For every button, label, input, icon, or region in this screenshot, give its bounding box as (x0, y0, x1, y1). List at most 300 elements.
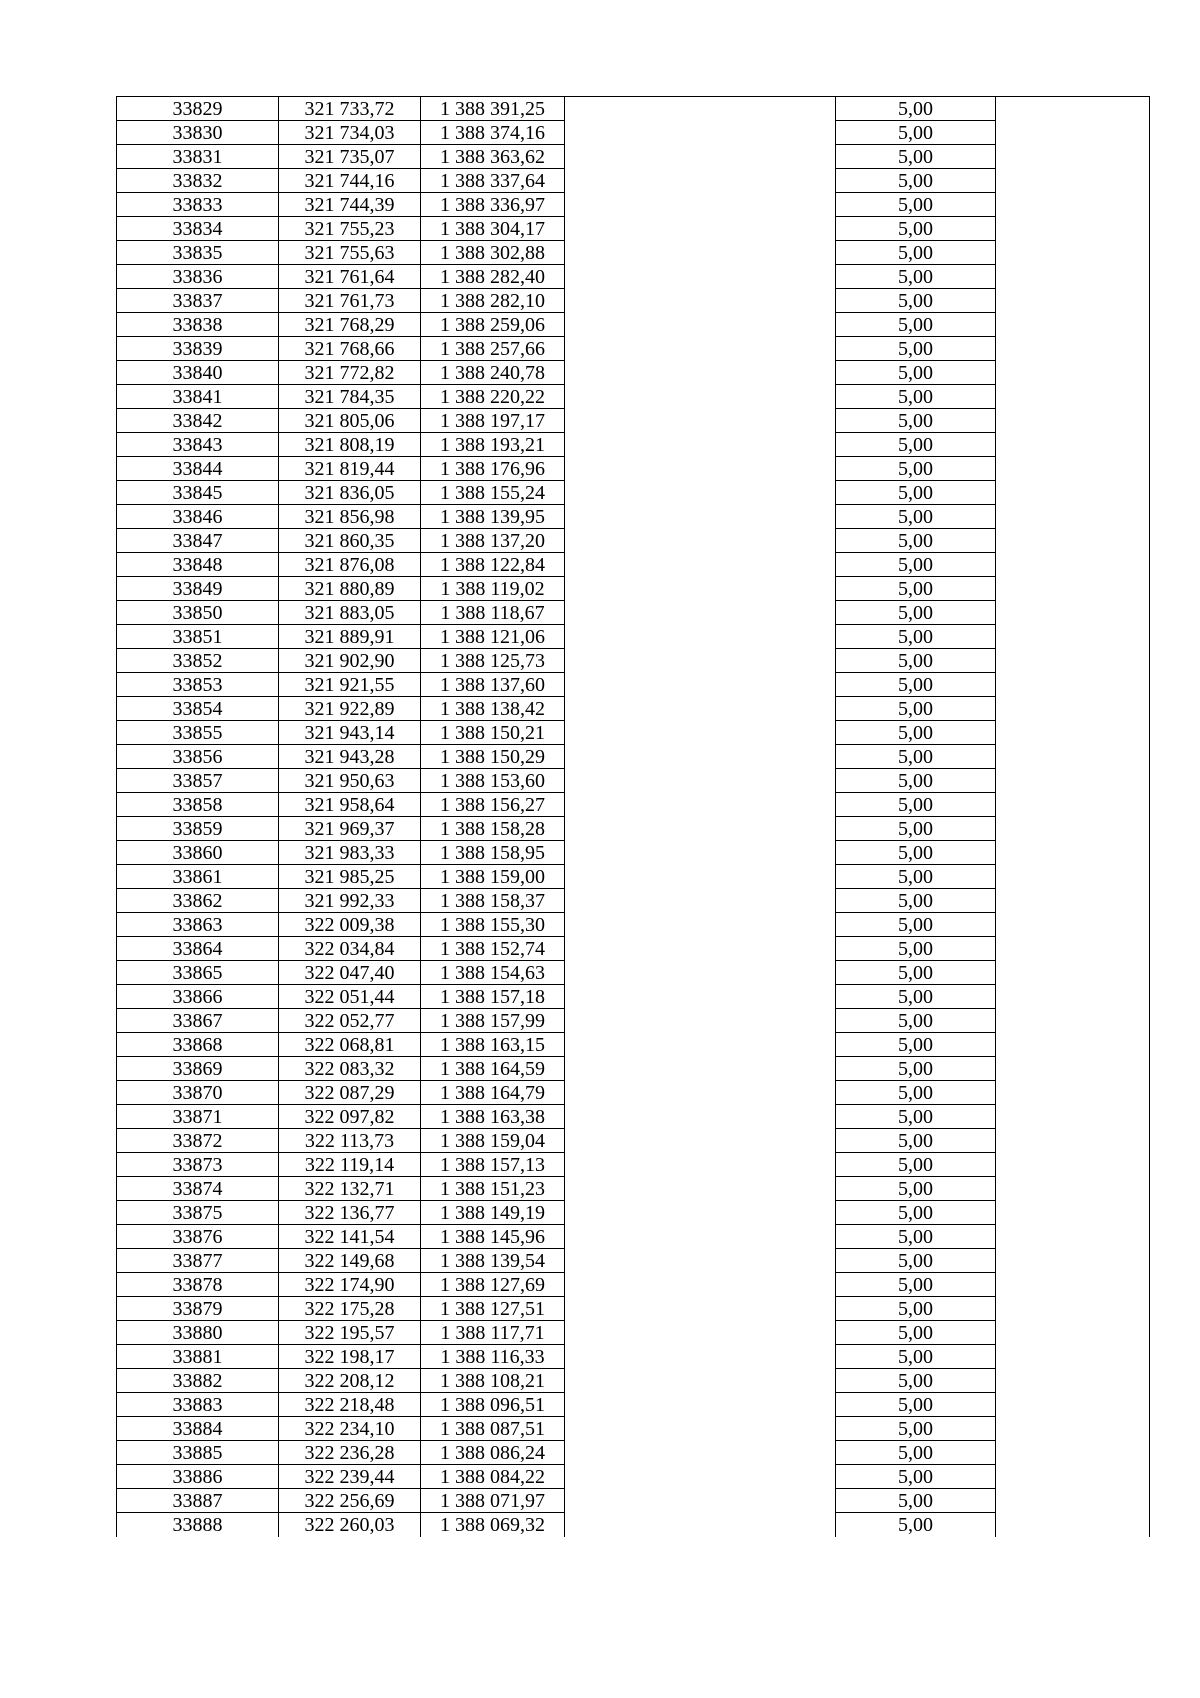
empty-cell (565, 745, 836, 769)
y-coordinate-cell: 1 388 150,21 (421, 721, 565, 745)
empty-cell (996, 841, 1150, 865)
table-row (117, 1297, 1150, 1321)
y-coordinate-cell: 1 388 096,51 (421, 1393, 565, 1417)
y-coordinate-cell: 1 388 156,27 (421, 793, 565, 817)
point-number-cell: 33883 (117, 1393, 279, 1417)
empty-cell (565, 1153, 836, 1177)
point-number-cell: 33852 (117, 649, 279, 673)
empty-cell (996, 625, 1150, 649)
value-cell: 5,00 (836, 817, 996, 841)
point-number-cell: 33842 (117, 409, 279, 433)
empty-cell (565, 1489, 836, 1513)
table-row (117, 337, 1150, 361)
empty-cell (996, 961, 1150, 985)
table-row (117, 289, 1150, 313)
value-cell: 5,00 (836, 961, 996, 985)
table-row (117, 1465, 1150, 1489)
empty-cell (565, 505, 836, 529)
x-coordinate-cell: 321 735,07 (279, 145, 421, 169)
table-row (117, 817, 1150, 841)
point-number-cell: 33859 (117, 817, 279, 841)
empty-cell (565, 241, 836, 265)
empty-cell (996, 697, 1150, 721)
empty-cell (565, 817, 836, 841)
empty-cell (565, 1369, 836, 1393)
x-coordinate-cell: 322 198,17 (279, 1345, 421, 1369)
value-cell: 5,00 (836, 1441, 996, 1465)
value-cell: 5,00 (836, 385, 996, 409)
empty-cell (565, 313, 836, 337)
value-cell: 5,00 (836, 409, 996, 433)
value-cell: 5,00 (836, 1201, 996, 1225)
y-coordinate-cell: 1 388 158,37 (421, 889, 565, 913)
empty-cell (996, 1105, 1150, 1129)
x-coordinate-cell: 321 755,23 (279, 217, 421, 241)
value-cell: 5,00 (836, 313, 996, 337)
y-coordinate-cell: 1 388 138,42 (421, 697, 565, 721)
empty-cell (996, 769, 1150, 793)
value-cell: 5,00 (836, 241, 996, 265)
table-row (117, 1057, 1150, 1081)
point-number-cell: 33861 (117, 865, 279, 889)
value-cell: 5,00 (836, 1033, 996, 1057)
point-number-cell: 33874 (117, 1177, 279, 1201)
point-number-cell: 33843 (117, 433, 279, 457)
empty-cell (565, 1105, 836, 1129)
table-row (117, 409, 1150, 433)
empty-cell (996, 121, 1150, 145)
y-coordinate-cell: 1 388 139,54 (421, 1249, 565, 1273)
empty-cell (996, 577, 1150, 601)
value-cell: 5,00 (836, 1417, 996, 1441)
table-row (117, 1369, 1150, 1393)
point-number-cell: 33848 (117, 553, 279, 577)
x-coordinate-cell: 322 260,03 (279, 1513, 421, 1537)
x-coordinate-cell: 321 902,90 (279, 649, 421, 673)
point-number-cell: 33871 (117, 1105, 279, 1129)
value-cell: 5,00 (836, 1249, 996, 1273)
y-coordinate-cell: 1 388 158,95 (421, 841, 565, 865)
value-cell: 5,00 (836, 721, 996, 745)
table-row (117, 961, 1150, 985)
point-number-cell: 33845 (117, 481, 279, 505)
point-number-cell: 33870 (117, 1081, 279, 1105)
empty-cell (565, 577, 836, 601)
empty-cell (565, 1177, 836, 1201)
point-number-cell: 33867 (117, 1009, 279, 1033)
empty-cell (996, 865, 1150, 889)
x-coordinate-cell: 321 836,05 (279, 481, 421, 505)
y-coordinate-cell: 1 388 137,60 (421, 673, 565, 697)
empty-cell (996, 1009, 1150, 1033)
empty-cell (565, 169, 836, 193)
value-cell: 5,00 (836, 1345, 996, 1369)
point-number-cell: 33836 (117, 265, 279, 289)
x-coordinate-cell: 322 068,81 (279, 1033, 421, 1057)
empty-cell (565, 1225, 836, 1249)
empty-cell (996, 265, 1150, 289)
point-number-cell: 33855 (117, 721, 279, 745)
table-row (117, 1105, 1150, 1129)
table-row (117, 433, 1150, 457)
table-row (117, 121, 1150, 145)
empty-cell (565, 673, 836, 697)
empty-cell (996, 1129, 1150, 1153)
empty-cell (565, 1393, 836, 1417)
empty-cell (565, 961, 836, 985)
x-coordinate-cell: 321 921,55 (279, 673, 421, 697)
value-cell: 5,00 (836, 913, 996, 937)
empty-cell (996, 481, 1150, 505)
point-number-cell: 33850 (117, 601, 279, 625)
point-number-cell: 33853 (117, 673, 279, 697)
y-coordinate-cell: 1 388 086,24 (421, 1441, 565, 1465)
empty-cell (565, 361, 836, 385)
table-row (117, 1321, 1150, 1345)
y-coordinate-cell: 1 388 302,88 (421, 241, 565, 265)
table-row (117, 145, 1150, 169)
point-number-cell: 33875 (117, 1201, 279, 1225)
x-coordinate-cell: 321 734,03 (279, 121, 421, 145)
x-coordinate-cell: 321 876,08 (279, 553, 421, 577)
empty-cell (996, 505, 1150, 529)
table-row (117, 769, 1150, 793)
value-cell: 5,00 (836, 697, 996, 721)
empty-cell (565, 1057, 836, 1081)
empty-cell (565, 1273, 836, 1297)
empty-cell (996, 1465, 1150, 1489)
point-number-cell: 33877 (117, 1249, 279, 1273)
empty-cell (565, 1009, 836, 1033)
table-row (117, 1225, 1150, 1249)
table-row (117, 529, 1150, 553)
table-row (117, 1273, 1150, 1297)
empty-cell (996, 529, 1150, 553)
y-coordinate-cell: 1 388 159,00 (421, 865, 565, 889)
y-coordinate-cell: 1 388 155,24 (421, 481, 565, 505)
point-number-cell: 33847 (117, 529, 279, 553)
y-coordinate-cell: 1 388 336,97 (421, 193, 565, 217)
table-row (117, 1033, 1150, 1057)
coordinates-table (116, 96, 1150, 1537)
empty-cell (996, 793, 1150, 817)
empty-cell (565, 865, 836, 889)
value-cell: 5,00 (836, 601, 996, 625)
point-number-cell: 33882 (117, 1369, 279, 1393)
point-number-cell: 33887 (117, 1489, 279, 1513)
table-row (117, 721, 1150, 745)
y-coordinate-cell: 1 388 150,29 (421, 745, 565, 769)
empty-cell (565, 1201, 836, 1225)
y-coordinate-cell: 1 388 084,22 (421, 1465, 565, 1489)
y-coordinate-cell: 1 388 220,22 (421, 385, 565, 409)
table-row (117, 97, 1150, 121)
table-row (117, 745, 1150, 769)
y-coordinate-cell: 1 388 121,06 (421, 625, 565, 649)
value-cell: 5,00 (836, 769, 996, 793)
table-row (117, 1129, 1150, 1153)
x-coordinate-cell: 321 808,19 (279, 433, 421, 457)
empty-cell (565, 145, 836, 169)
point-number-cell: 33835 (117, 241, 279, 265)
point-number-cell: 33834 (117, 217, 279, 241)
table-row (117, 1393, 1150, 1417)
empty-cell (996, 1033, 1150, 1057)
y-coordinate-cell: 1 388 304,17 (421, 217, 565, 241)
empty-cell (565, 1345, 836, 1369)
coordinates-table-body (117, 97, 1150, 1537)
empty-cell (565, 1321, 836, 1345)
point-number-cell: 33840 (117, 361, 279, 385)
value-cell: 5,00 (836, 1081, 996, 1105)
empty-cell (996, 1345, 1150, 1369)
empty-cell (996, 1321, 1150, 1345)
table-row (117, 193, 1150, 217)
empty-cell (565, 97, 836, 121)
y-coordinate-cell: 1 388 176,96 (421, 457, 565, 481)
table-row (117, 1513, 1150, 1537)
empty-cell (565, 1465, 836, 1489)
table-row (117, 1249, 1150, 1273)
x-coordinate-cell: 321 992,33 (279, 889, 421, 913)
table-row (117, 457, 1150, 481)
x-coordinate-cell: 321 958,64 (279, 793, 421, 817)
empty-cell (996, 1297, 1150, 1321)
y-coordinate-cell: 1 388 119,02 (421, 577, 565, 601)
x-coordinate-cell: 322 083,32 (279, 1057, 421, 1081)
table-row (117, 1489, 1150, 1513)
empty-cell (996, 289, 1150, 313)
empty-cell (565, 553, 836, 577)
table-row (117, 1201, 1150, 1225)
point-number-cell: 33872 (117, 1129, 279, 1153)
value-cell: 5,00 (836, 841, 996, 865)
x-coordinate-cell: 321 744,39 (279, 193, 421, 217)
value-cell: 5,00 (836, 169, 996, 193)
point-number-cell: 33856 (117, 745, 279, 769)
table-row (117, 505, 1150, 529)
empty-cell (996, 1153, 1150, 1177)
table-row (117, 697, 1150, 721)
y-coordinate-cell: 1 388 153,60 (421, 769, 565, 793)
empty-cell (996, 1057, 1150, 1081)
y-coordinate-cell: 1 388 159,04 (421, 1129, 565, 1153)
point-number-cell: 33833 (117, 193, 279, 217)
empty-cell (565, 433, 836, 457)
value-cell: 5,00 (836, 889, 996, 913)
x-coordinate-cell: 322 236,28 (279, 1441, 421, 1465)
y-coordinate-cell: 1 388 069,32 (421, 1513, 565, 1537)
table-row (117, 649, 1150, 673)
point-number-cell: 33857 (117, 769, 279, 793)
x-coordinate-cell: 321 819,44 (279, 457, 421, 481)
empty-cell (565, 481, 836, 505)
empty-cell (996, 1417, 1150, 1441)
point-number-cell: 33831 (117, 145, 279, 169)
y-coordinate-cell: 1 388 154,63 (421, 961, 565, 985)
empty-cell (565, 889, 836, 913)
y-coordinate-cell: 1 388 117,71 (421, 1321, 565, 1345)
empty-cell (565, 265, 836, 289)
y-coordinate-cell: 1 388 164,79 (421, 1081, 565, 1105)
y-coordinate-cell: 1 388 127,69 (421, 1273, 565, 1297)
value-cell: 5,00 (836, 361, 996, 385)
table-row (117, 937, 1150, 961)
empty-cell (565, 913, 836, 937)
value-cell: 5,00 (836, 1105, 996, 1129)
empty-cell (565, 649, 836, 673)
empty-cell (565, 121, 836, 145)
x-coordinate-cell: 322 034,84 (279, 937, 421, 961)
empty-cell (996, 1513, 1150, 1537)
y-coordinate-cell: 1 388 157,13 (421, 1153, 565, 1177)
empty-cell (996, 313, 1150, 337)
table-row (117, 1081, 1150, 1105)
point-number-cell: 33838 (117, 313, 279, 337)
point-number-cell: 33878 (117, 1273, 279, 1297)
table-row (117, 313, 1150, 337)
table-row (117, 793, 1150, 817)
y-coordinate-cell: 1 388 391,25 (421, 97, 565, 121)
y-coordinate-cell: 1 388 118,67 (421, 601, 565, 625)
empty-cell (565, 697, 836, 721)
empty-cell (996, 1393, 1150, 1417)
point-number-cell: 33864 (117, 937, 279, 961)
y-coordinate-cell: 1 388 122,84 (421, 553, 565, 577)
y-coordinate-cell: 1 388 197,17 (421, 409, 565, 433)
y-coordinate-cell: 1 388 125,73 (421, 649, 565, 673)
value-cell: 5,00 (836, 193, 996, 217)
empty-cell (565, 1033, 836, 1057)
y-coordinate-cell: 1 388 374,16 (421, 121, 565, 145)
x-coordinate-cell: 321 889,91 (279, 625, 421, 649)
empty-cell (565, 409, 836, 433)
empty-cell (565, 985, 836, 1009)
x-coordinate-cell: 321 768,66 (279, 337, 421, 361)
table-row (117, 361, 1150, 385)
value-cell: 5,00 (836, 289, 996, 313)
point-number-cell: 33839 (117, 337, 279, 361)
value-cell: 5,00 (836, 985, 996, 1009)
value-cell: 5,00 (836, 1177, 996, 1201)
empty-cell (996, 1489, 1150, 1513)
empty-cell (565, 289, 836, 313)
point-number-cell: 33841 (117, 385, 279, 409)
empty-cell (996, 385, 1150, 409)
empty-cell (565, 625, 836, 649)
value-cell: 5,00 (836, 121, 996, 145)
point-number-cell: 33868 (117, 1033, 279, 1057)
empty-cell (996, 217, 1150, 241)
point-number-cell: 33881 (117, 1345, 279, 1369)
empty-cell (996, 433, 1150, 457)
y-coordinate-cell: 1 388 157,18 (421, 985, 565, 1009)
point-number-cell: 33854 (117, 697, 279, 721)
point-number-cell: 33884 (117, 1417, 279, 1441)
x-coordinate-cell: 321 755,63 (279, 241, 421, 265)
x-coordinate-cell: 322 149,68 (279, 1249, 421, 1273)
empty-cell (565, 601, 836, 625)
point-number-cell: 33873 (117, 1153, 279, 1177)
x-coordinate-cell: 321 860,35 (279, 529, 421, 553)
point-number-cell: 33849 (117, 577, 279, 601)
x-coordinate-cell: 322 239,44 (279, 1465, 421, 1489)
table-row (117, 553, 1150, 577)
value-cell: 5,00 (836, 1393, 996, 1417)
value-cell: 5,00 (836, 265, 996, 289)
empty-cell (996, 817, 1150, 841)
point-number-cell: 33837 (117, 289, 279, 313)
value-cell: 5,00 (836, 529, 996, 553)
y-coordinate-cell: 1 388 163,38 (421, 1105, 565, 1129)
x-coordinate-cell: 322 174,90 (279, 1273, 421, 1297)
empty-cell (996, 97, 1150, 121)
table-row (117, 1153, 1150, 1177)
empty-cell (996, 169, 1150, 193)
table-row (117, 1009, 1150, 1033)
x-coordinate-cell: 322 047,40 (279, 961, 421, 985)
x-coordinate-cell: 322 234,10 (279, 1417, 421, 1441)
x-coordinate-cell: 322 052,77 (279, 1009, 421, 1033)
table-row (117, 913, 1150, 937)
empty-cell (565, 193, 836, 217)
x-coordinate-cell: 321 805,06 (279, 409, 421, 433)
y-coordinate-cell: 1 388 152,74 (421, 937, 565, 961)
y-coordinate-cell: 1 388 139,95 (421, 505, 565, 529)
empty-cell (565, 841, 836, 865)
empty-cell (996, 457, 1150, 481)
table-row (117, 865, 1150, 889)
y-coordinate-cell: 1 388 157,99 (421, 1009, 565, 1033)
point-number-cell: 33880 (117, 1321, 279, 1345)
point-number-cell: 33866 (117, 985, 279, 1009)
point-number-cell: 33858 (117, 793, 279, 817)
empty-cell (565, 217, 836, 241)
value-cell: 5,00 (836, 217, 996, 241)
value-cell: 5,00 (836, 745, 996, 769)
x-coordinate-cell: 322 136,77 (279, 1201, 421, 1225)
point-number-cell: 33886 (117, 1465, 279, 1489)
empty-cell (996, 145, 1150, 169)
y-coordinate-cell: 1 388 149,19 (421, 1201, 565, 1225)
empty-cell (996, 337, 1150, 361)
value-cell: 5,00 (836, 1369, 996, 1393)
x-coordinate-cell: 321 943,14 (279, 721, 421, 745)
value-cell: 5,00 (836, 1225, 996, 1249)
empty-cell (565, 1081, 836, 1105)
y-coordinate-cell: 1 388 155,30 (421, 913, 565, 937)
empty-cell (996, 553, 1150, 577)
y-coordinate-cell: 1 388 108,21 (421, 1369, 565, 1393)
y-coordinate-cell: 1 388 282,40 (421, 265, 565, 289)
x-coordinate-cell: 321 733,72 (279, 97, 421, 121)
empty-cell (565, 793, 836, 817)
table-row (117, 169, 1150, 193)
x-coordinate-cell: 321 950,63 (279, 769, 421, 793)
y-coordinate-cell: 1 388 071,97 (421, 1489, 565, 1513)
x-coordinate-cell: 321 969,37 (279, 817, 421, 841)
empty-cell (996, 241, 1150, 265)
empty-cell (996, 889, 1150, 913)
point-number-cell: 33863 (117, 913, 279, 937)
value-cell: 5,00 (836, 577, 996, 601)
value-cell: 5,00 (836, 1129, 996, 1153)
empty-cell (996, 649, 1150, 673)
value-cell: 5,00 (836, 865, 996, 889)
y-coordinate-cell: 1 388 116,33 (421, 1345, 565, 1369)
value-cell: 5,00 (836, 505, 996, 529)
empty-cell (565, 1297, 836, 1321)
